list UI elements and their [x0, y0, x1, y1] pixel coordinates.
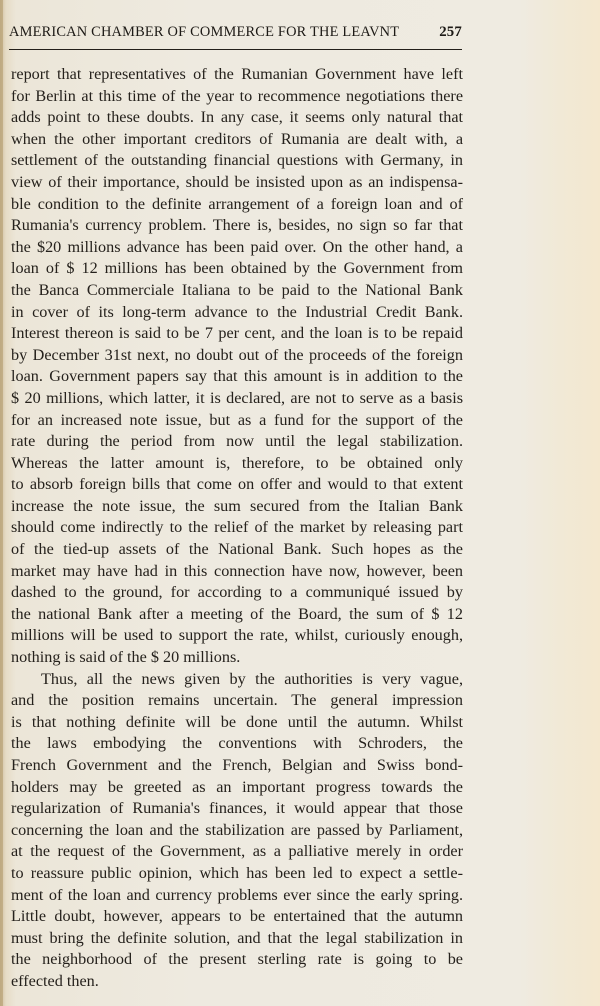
text-line: Rumania's currency problem. There is, besides, no sign so far that	[11, 216, 463, 235]
text-line: ment of the loan and currency problems ever since the early spring.	[11, 885, 463, 904]
running-head-title: AMERICAN CHAMBER OF COMMERCE FOR THE LEAVNT	[9, 24, 400, 40]
text-line: and the position remains uncertain. The general impression	[11, 691, 463, 710]
header-rule	[9, 49, 462, 50]
text-line: Whereas the latter amount is, therefore, to be obtained only	[11, 453, 463, 472]
text-line: increase the note issue, the sum secured from the Italian Bank	[11, 496, 463, 515]
body-text	[11, 64, 463, 993]
paragraph	[11, 64, 463, 669]
text-line: French Government and the French, Belgian and Swiss bond-	[11, 756, 463, 774]
paragraph	[11, 669, 463, 993]
text-line: market may have had in this connection have now, however, been	[11, 561, 463, 580]
text-line: regularization of Rumania's finances, it would appear that those	[11, 799, 463, 818]
text-line: by December 31st next, no doubt out of the proceeds of the foreign	[11, 345, 463, 364]
text-line: settlement of the outstanding financial questions with Germany, in	[11, 151, 463, 170]
page-gutter-shadow	[0, 0, 3, 1006]
text-line: $ 20 millions, which latter, it is declared, are not to serve as a basis	[11, 388, 463, 407]
text-line: the $20 millions advance has been paid over. On the other hand, a	[11, 237, 463, 256]
text-line: to absorb foreign bills that come on offer and would to that extent	[11, 475, 463, 494]
text-line: concerning the loan and the stabilization are passed by Parliament,	[11, 820, 463, 839]
text-line: is that nothing definite will be done until the autumn. Whilst	[11, 712, 463, 731]
text-line: in cover of its long-term advance to the Industrial Credit Bank.	[11, 302, 463, 321]
text-line: the national Bank after a meeting of the Board, the sum of $ 12	[11, 604, 463, 623]
text-line: Little doubt, however, appears to be entertained that the autumn	[11, 907, 463, 926]
text-line: must bring the definite solution, and that the legal stabilization in	[11, 928, 463, 947]
text-line: view of their importance, should be insisted upon as an indispensa-	[11, 172, 463, 191]
text-line: loan of $ 12 millions has been obtained by the Government from	[11, 259, 463, 278]
text-line: the laws embodying the conventions with Schroders, the	[11, 734, 463, 753]
text-line: should come indirectly to the relief of the market by releasing part	[11, 518, 463, 537]
text-line: at the request of the Government, as a palliative merely in order	[11, 842, 463, 861]
text-line: Interest thereon is said to be 7 per cent, and the loan is to be repaid	[11, 324, 463, 343]
text-line: nothing is said of the $ 20 millions.	[11, 648, 241, 667]
text-line: adds point to these doubts. In any case, it seems only natural that	[11, 108, 463, 127]
text-line: loan. Government papers say that this amount is in addition to the	[11, 367, 463, 386]
text-line: for an increased note issue, but as a fund for the support of the	[11, 410, 463, 429]
page-number: 257	[439, 24, 462, 40]
text-line: Thus, all the news given by the authorities is very vague,	[41, 669, 463, 688]
text-line: to reassure public opinion, which has been led to expect a settle-	[11, 863, 463, 882]
running-head	[9, 24, 462, 41]
text-line: when the other important creditors of Rumania are dealt with, a	[11, 129, 463, 148]
text-line: effected then.	[11, 971, 99, 990]
text-line: millions will be used to support the rate, whilst, curiously enough,	[11, 626, 463, 645]
text-line: for Berlin at this time of the year to recommence negotiations there	[11, 86, 463, 105]
text-line: the Banca Commerciale Italiana to be paid to the National Bank	[11, 280, 463, 299]
text-line: ble condition to the definite arrangement of a foreign loan and of	[11, 194, 463, 213]
text-line: holders may be greeted as an important progress towards the	[11, 777, 463, 796]
text-line: dashed to the ground, for according to a communiqué issued by	[11, 583, 463, 602]
text-line: of the tied-up assets of the National Bank. Such hopes as the	[11, 540, 463, 559]
text-line: report that representatives of the Rumanian Government have left	[11, 65, 463, 83]
text-line: rate during the period from now until the legal stabilization.	[11, 432, 463, 451]
text-line: the neighborhood of the present sterling rate is going to be	[11, 950, 463, 969]
